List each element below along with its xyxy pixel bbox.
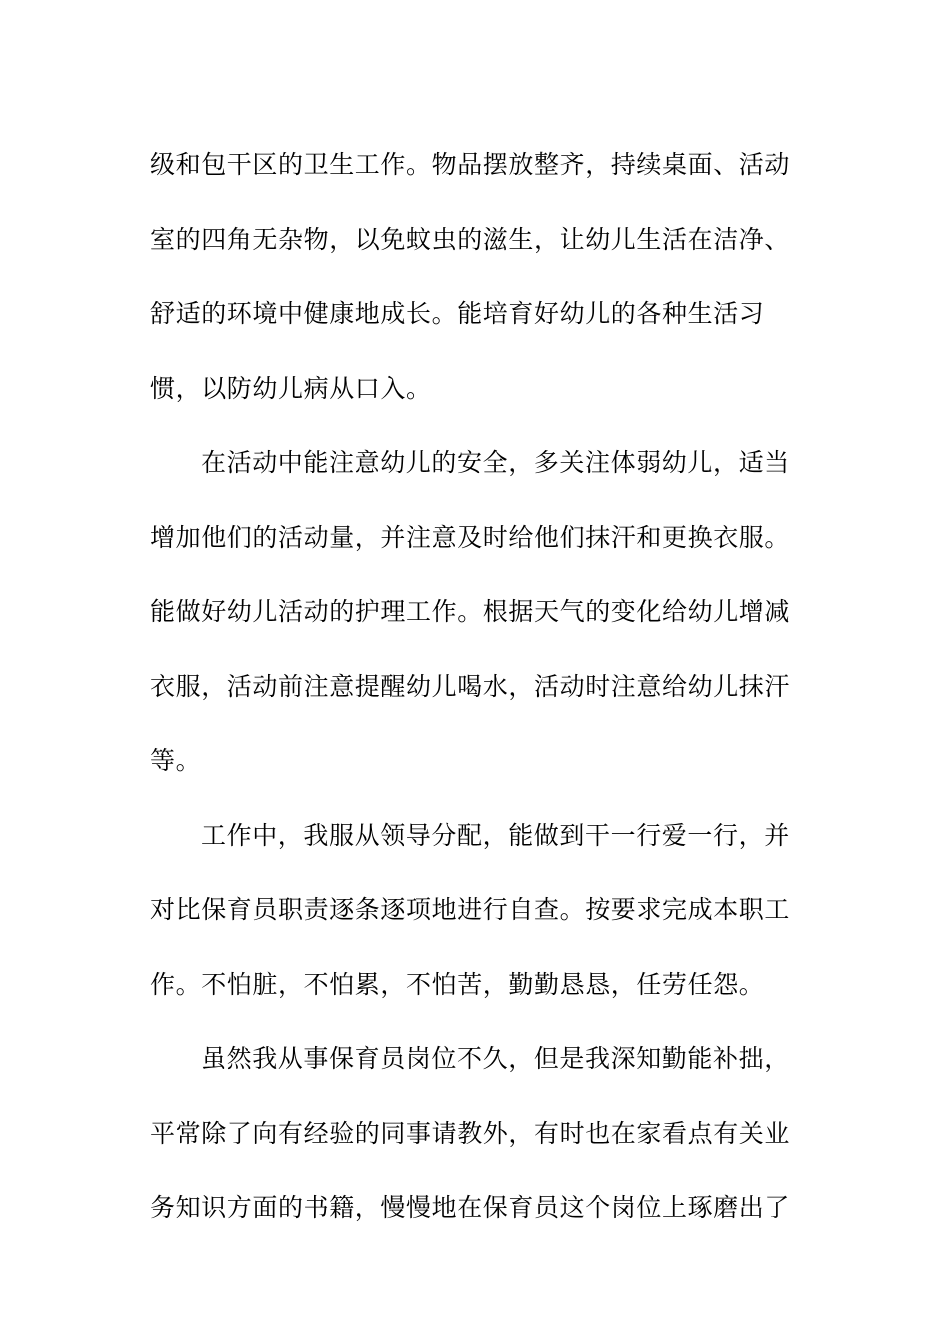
text-line: 能做好幼儿活动的护理工作。根据天气的变化给幼儿增减: [150, 597, 791, 626]
text-line: 舒适的环境中健康地成长。能培育好幼儿的各种生活习: [150, 299, 765, 328]
text-line: 衣服，活动前注意提醒幼儿喝水，活动时注意给幼儿抹汗: [150, 671, 791, 701]
text-line: 在活动中能注意幼儿的安全，多关注体弱幼儿，适当: [201, 448, 790, 477]
text-line: 室的四角无杂物，以免蚊虫的滋生，让幼儿生活在洁净、: [150, 224, 791, 254]
text-line: 虽然我从事保育员岗位不久，但是我深知勤能补拙，: [201, 1044, 790, 1073]
text-line: 务知识方面的书籍，慢慢地在保育员这个岗位上琢磨出了: [150, 1193, 791, 1222]
text-line: 级和包干区的卫生工作。物品摆放整齐，持续桌面、活动: [150, 150, 791, 179]
paragraph-4: [150, 1022, 800, 1246]
paragraph-1: [150, 128, 800, 426]
text-line: 平常除了向有经验的同事请教外，有时也在家看点有关业: [150, 1118, 791, 1148]
text-line: 等。: [150, 746, 202, 775]
text-line: 作。不怕脏，不怕累，不怕苦，勤勤恳恳，任劳任怨。: [150, 969, 765, 999]
text-line: 增加他们的活动量，并注意及时给他们抹汗和更换衣服。: [150, 522, 791, 552]
text-line: 惯，以防幼儿病从口入。: [150, 373, 432, 403]
paragraph-2: [150, 426, 800, 799]
text-line: 对比保育员职责逐条逐项地进行自查。按要求完成本职工: [150, 895, 791, 924]
paragraph-3: [150, 799, 800, 1023]
document-body: [150, 128, 800, 1246]
text-line: 工作中，我服从领导分配，能做到干一行爱一行，并: [201, 820, 790, 850]
